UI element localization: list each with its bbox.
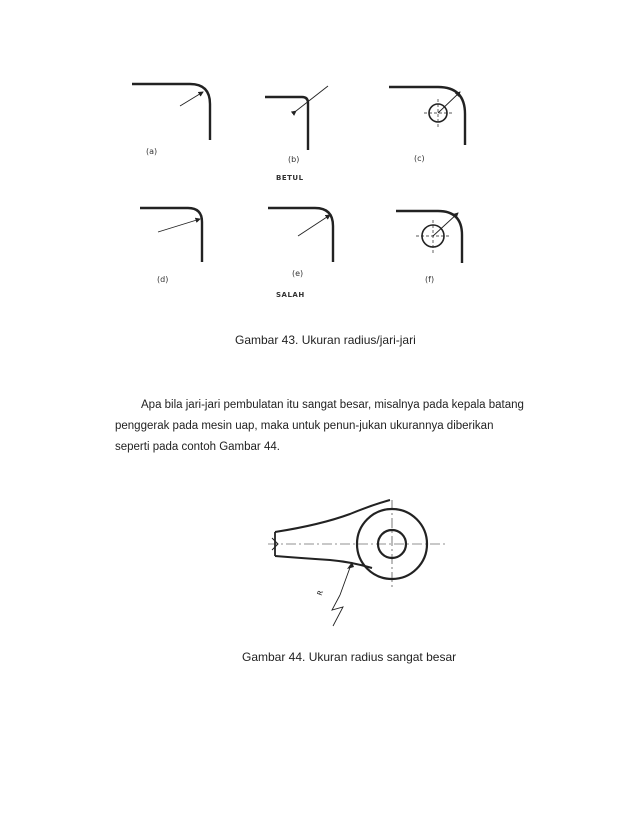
paragraph-line-2: penggerak pada mesin uap, maka untuk penun-jukan ukurannya diberikan [115, 420, 494, 432]
radius-dim-label: R [315, 589, 326, 597]
radius-zigzag [332, 595, 343, 626]
group-label-wrong: SALAH [276, 291, 305, 299]
figure-43-caption: Gambar 43. Ukuran radius/jari-jari [235, 333, 416, 347]
label-d: (d) [157, 275, 169, 284]
group-label-correct: BETUL [276, 174, 304, 182]
rod-lower-contour [275, 556, 372, 568]
paragraph-line-3: seperti pada contoh Gambar 44. [115, 441, 280, 453]
figure-44-caption: Gambar 44. Ukuran radius sangat besar [242, 650, 457, 664]
body-paragraph [115, 395, 585, 458]
paragraph-line-1: Apa bila jari-jari pembulatan itu sangat besar, misalnya pada kepala batang [141, 399, 524, 411]
label-a: (a) [146, 147, 158, 156]
label-e: (e) [292, 269, 304, 278]
label-f: (f) [425, 275, 435, 284]
label-b: (b) [288, 155, 300, 164]
label-c: (c) [414, 154, 425, 163]
